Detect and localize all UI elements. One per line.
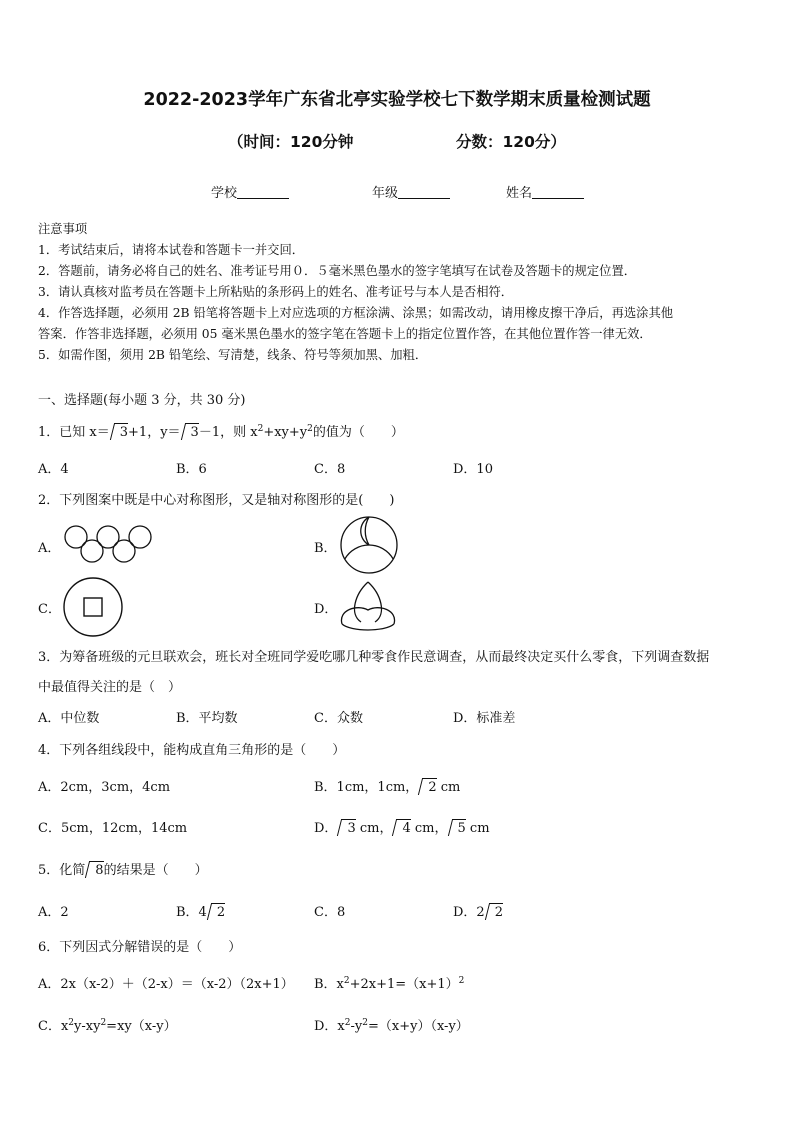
q1-option-b: B．6 <box>176 462 207 477</box>
option-text: cm <box>436 780 461 795</box>
superscript: 2 <box>344 1018 351 1028</box>
grade-blank <box>398 186 450 199</box>
circle-three-arcs-figure <box>339 515 399 575</box>
trefoil-figure <box>339 580 397 636</box>
q1-text: +1，y＝ <box>128 425 181 440</box>
sqrt-symbol: 3 <box>339 821 355 836</box>
q1-text: 1．已知 x＝ <box>38 425 110 440</box>
sqrt-symbol: 4 <box>394 821 410 836</box>
exam-time: （时间：120分钟 <box>228 133 354 151</box>
q3-option-b: B．平均数 <box>176 711 238 726</box>
q5-option-d <box>453 901 503 920</box>
grade-label: 年级 <box>372 186 399 201</box>
notice-item: 4．作答选择题，必须用 2B 铅笔将答题卡上对应选项的方框涂满、涂黑；如需改动，请用橡皮擦干净后，再选涂其他 <box>38 306 674 320</box>
q2-option-c: C． <box>38 602 61 617</box>
superscript: 2 <box>257 424 264 434</box>
option-text: cm， <box>355 821 393 836</box>
sqrt-symbol: 2 <box>420 780 436 795</box>
option-text: D．2 <box>453 905 485 920</box>
superscript: 2 <box>362 1018 368 1028</box>
ancient-coin-figure <box>62 576 124 638</box>
q5-option-b <box>176 901 225 920</box>
sqrt-symbol: 8 <box>87 863 103 878</box>
school-label: 学校 <box>211 186 238 201</box>
q4-option-b <box>314 776 460 795</box>
question-3-line-2: 中最值得关注的是（ ） <box>38 680 182 695</box>
option-text: y-xy <box>74 1019 101 1034</box>
q6-option-b <box>314 973 464 992</box>
question-4: 4．下列各组线段中，能构成直角三角形的是（ ） <box>38 743 346 758</box>
q2-option-b: B． <box>314 541 337 556</box>
notice-item: 5．如需作图，须用 2B 铅笔绘、写清楚，线条、符号等须加黑、加粗． <box>38 348 428 362</box>
q6-option-a: A．2x（x-2）＋（2-x）＝（x-2）（2x+1） <box>38 977 294 992</box>
q2-option-a: A． <box>38 541 61 556</box>
olympic-rings-figure <box>62 524 154 568</box>
superscript: 2 <box>458 976 465 986</box>
school-field <box>211 182 289 201</box>
name-label: 姓名 <box>506 186 533 201</box>
exam-title: 2022-2023学年广东省北亭实验学校七下数学期末质量检测试题 <box>143 90 651 110</box>
option-text: cm <box>465 821 490 836</box>
notice-item: 3．请认真核对监考员在答题卡上所粘贴的条形码上的姓名、准考证号与本人是否相符． <box>38 285 514 299</box>
superscript: 2 <box>343 976 350 986</box>
sqrt-symbol: 5 <box>450 821 466 836</box>
option-text: +2x+1=（x+1） <box>349 977 459 992</box>
option-text: D． <box>314 821 338 836</box>
notice-item: 1．考试结束后，请将本试卷和答题卡一并交回． <box>38 243 305 257</box>
sqrt-symbol: 3 <box>112 425 128 440</box>
school-blank <box>237 186 289 199</box>
q4-option-a: A．2cm，3cm，4cm <box>38 780 171 795</box>
superscript: 2 <box>100 1018 107 1028</box>
superscript: 2 <box>68 1018 75 1028</box>
notice-block <box>38 219 673 366</box>
grade-field <box>372 182 450 201</box>
q3-option-a: A．中位数 <box>38 711 100 726</box>
q5-text: 5．化简 <box>38 863 86 878</box>
q1-text: 的值为（ ） <box>312 425 404 440</box>
option-text: -y <box>350 1019 363 1034</box>
option-text: =（x+y）（x-y） <box>367 1019 469 1034</box>
notice-item: 答案．作答非选择题，必须用 05 毫米黑色墨水的签字笔在答题卡上的指定位置作答，在其他位置作答一律无效． <box>38 327 652 341</box>
q1-text: －1，则 x <box>198 425 258 440</box>
superscript: 2 <box>307 424 313 434</box>
q1-option-a: A．4 <box>38 462 69 477</box>
q5-option-a: A．2 <box>38 905 69 920</box>
question-1 <box>38 421 404 440</box>
q4-option-d <box>314 817 490 836</box>
q1-option-d: D．10 <box>453 462 493 477</box>
sqrt-symbol: 2 <box>209 905 225 920</box>
q1-option-c: C．8 <box>314 462 346 477</box>
q3-option-c: C．众数 <box>314 711 363 726</box>
question-3-line-1: 3．为筹备班级的元旦联欢会，班长对全班同学爱吃哪几种零食作民意调查，从而最终决定买什么零食，下列调查数据 <box>38 650 710 665</box>
q4-option-c: C．5cm，12cm，14cm <box>38 821 188 836</box>
sqrt-symbol: 3 <box>183 425 199 440</box>
section-heading: 一、选择题(每小题 3 分，共 30 分) <box>38 393 246 408</box>
q3-option-d: D．标准差 <box>453 711 516 726</box>
notice-item: 2．答题前，请务必将自己的姓名、准考证号用０．５毫米黑色墨水的签字笔填写在试卷及答题卡的规定位置． <box>38 264 637 278</box>
question-6: 6．下列因式分解错误的是（ ） <box>38 940 242 955</box>
q6-option-c <box>38 1015 177 1034</box>
q2-option-d: D． <box>314 602 338 617</box>
option-text: =xy（x-y） <box>106 1019 177 1034</box>
option-text: B．1cm，1cm， <box>314 780 419 795</box>
option-text: B．4 <box>176 905 207 920</box>
name-field <box>506 182 584 201</box>
notice-heading: 注意事项 <box>38 222 88 236</box>
option-text: C．x <box>38 1019 69 1034</box>
q6-option-d <box>314 1015 469 1034</box>
option-text: D．x <box>314 1019 345 1034</box>
option-text: B．x <box>314 977 344 992</box>
q5-option-c: C．8 <box>314 905 346 920</box>
question-2: 2．下列图案中既是中心对称图形，又是轴对称图形的是( ) <box>38 493 395 508</box>
name-blank <box>532 186 584 199</box>
option-text: cm， <box>410 821 448 836</box>
exam-score: 分数：120分） <box>456 133 566 151</box>
q5-text: 的结果是（ ） <box>103 863 208 878</box>
sqrt-symbol: 2 <box>487 905 503 920</box>
question-5 <box>38 859 208 878</box>
q1-text: +xy+y <box>263 425 308 440</box>
